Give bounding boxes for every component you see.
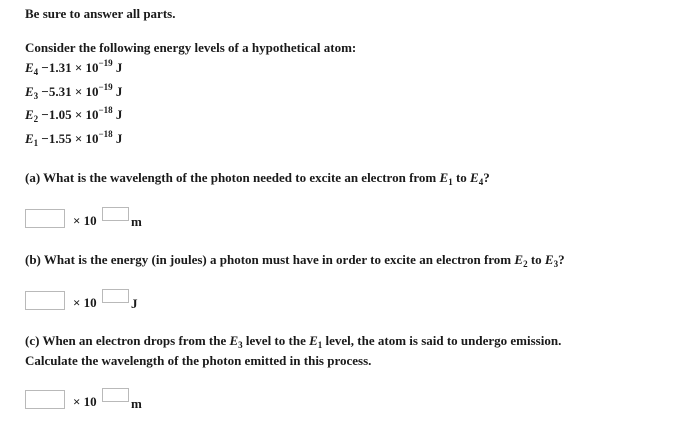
answer-c-exponent-input[interactable] bbox=[102, 388, 129, 402]
answer-b-times-ten: × 10 bbox=[73, 295, 97, 310]
answer-a-times-ten: × 10 bbox=[73, 213, 97, 228]
question-c-line2: Calculate the wavelength of the photon emitted in this process. bbox=[25, 353, 372, 368]
answer-a-coefficient-input[interactable] bbox=[25, 209, 65, 228]
answer-b-exponent-input[interactable] bbox=[102, 289, 129, 303]
question-c: (c) When an electron drops from the $E_3$ level to the $E_1$ level, the atom is said to undergo emission. bbox=[25, 333, 562, 350]
answer-a-unit: m bbox=[131, 214, 142, 229]
energy-level-e3: $E_3 -5.31 \times 10^{-19}$ J bbox=[25, 82, 123, 101]
energy-level-e4: $E_4 -1.31 \times 10^{-19}$ J bbox=[25, 58, 123, 77]
instruction: Be sure to answer all parts. bbox=[25, 6, 176, 21]
answer-c-unit: m bbox=[131, 396, 142, 411]
question-b: (b) What is the energy (in joules) a photon must have in order to excite an electron from $E_2$ to $E_3$? bbox=[25, 252, 565, 269]
energy-level-e2: $E_2 -1.05 \times 10^{-18}$ J bbox=[25, 105, 123, 124]
question-a: (a) What is the wavelength of the photon needed to excite an electron from $E_1$ to $E_4$? bbox=[25, 170, 490, 187]
energy-level-e1: $E_1 -1.55 \times 10^{-18}$ J bbox=[25, 129, 123, 148]
answer-c-times-ten: × 10 bbox=[73, 394, 97, 409]
answer-b-coefficient-input[interactable] bbox=[25, 291, 65, 310]
answer-b-unit: J bbox=[131, 296, 138, 311]
answer-c-coefficient-input[interactable] bbox=[25, 390, 65, 409]
answer-a-exponent-input[interactable] bbox=[102, 207, 129, 221]
intro-text: Consider the following energy levels of a hypothetical atom: bbox=[25, 40, 357, 55]
